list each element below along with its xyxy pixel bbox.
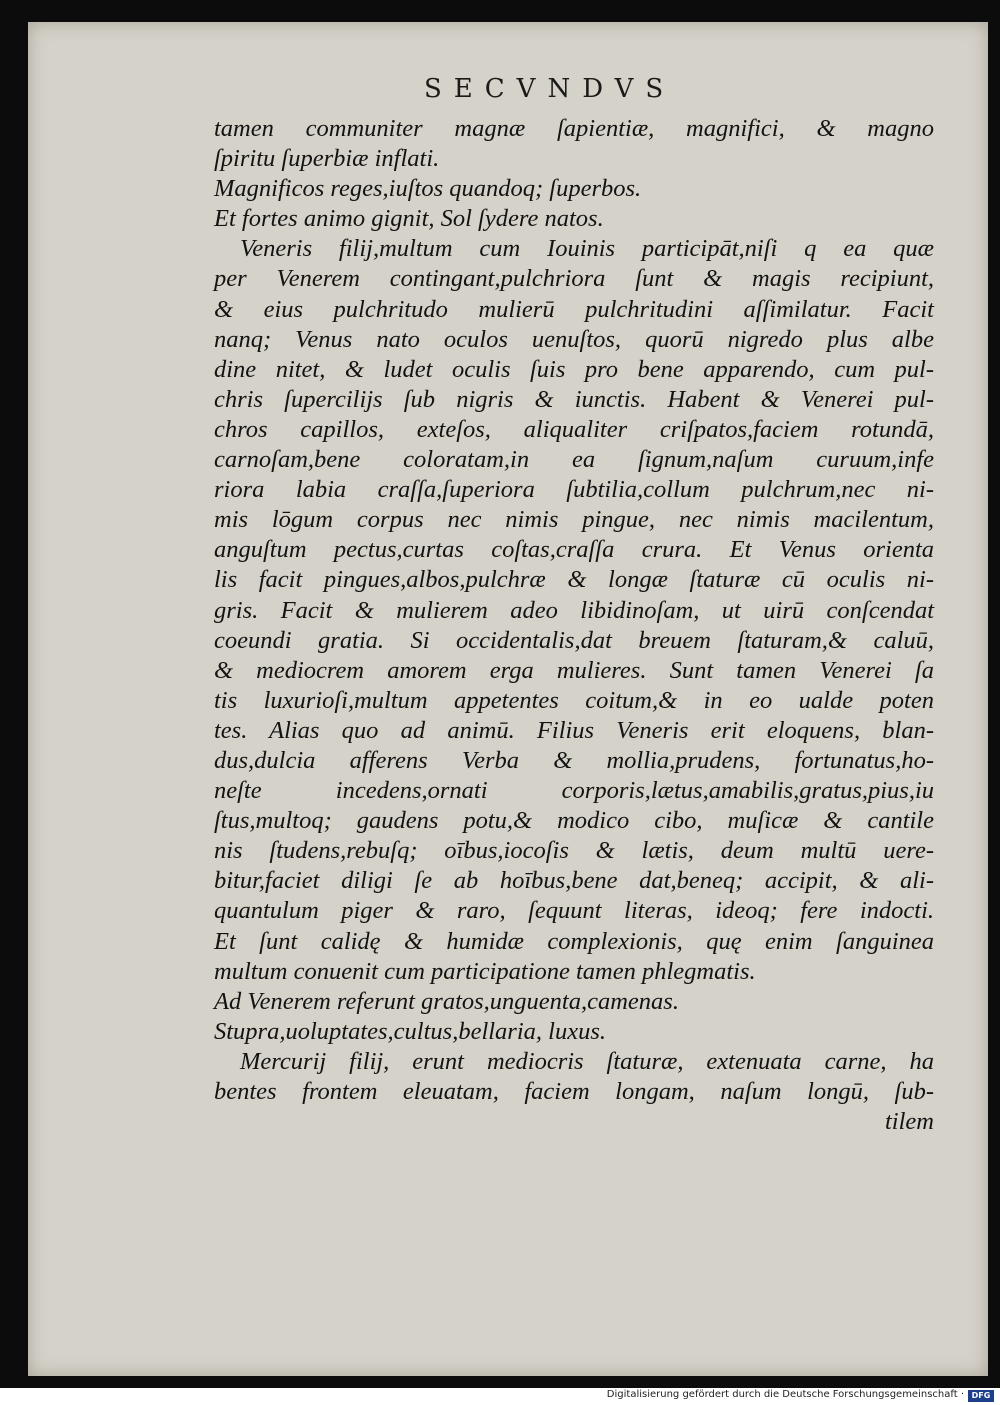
text-line: gris. Facit & mulierem adeo libidinoſam, ut uirū conſcendat [214, 596, 934, 624]
book-page [28, 22, 988, 1376]
text-line: bitur,faciet diligi ſe ab hoībus,bene dat,beneq; accipit, & ali- [214, 867, 934, 895]
digitization-footer [0, 1388, 1000, 1405]
text-line: ſtus,multoq; gaudens potu,& modico cibo, muſicæ & cantile [214, 807, 934, 835]
text-line: tes. Alias quo ad animū. Filius Veneris erit eloquens, blan- [214, 716, 934, 744]
text-line: dine nitet, & ludet oculis ſuis pro bene apparendo, cum pul- [214, 355, 934, 383]
text-line: quantulum piger & raro, ſequunt literas, ideoq; fere indocti. [214, 897, 934, 925]
text-line: anguſtum pectus,curtas coſtas,craſſa crura. Et Venus orienta [214, 536, 934, 564]
paragraph-start-line: Mercurij filij, erunt mediocris ſtaturæ, extenuata carne, ha [240, 1047, 934, 1075]
footer-credit: Digitalisierung gefördert durch die Deutsche Forschungsgemeinschaft · [606, 1389, 964, 1400]
verse-line: Magnificos reges,iuſtos quandoq; ſuperbos. [214, 175, 642, 203]
text-line: nanq; Venus nato oculos uenuſtos, quorū nigredo plus albe [214, 325, 934, 353]
text-line: & eius pulchritudo mulierū pulchritudini aſſimilatur. Facit [214, 295, 934, 323]
text-line: & mediocrem amorem erga mulieres. Sunt tamen Venerei ſa [214, 656, 934, 684]
verse-line: Et fortes animo gignit, Sol ſydere natos. [214, 205, 604, 233]
running-head: SECVNDVS [424, 74, 676, 104]
text-line: chros capillos, exteſos, aliqualiter criſpatos,faciem rotundā, [214, 415, 934, 443]
text-line: riora labia craſſa,ſuperiora ſubtilia,collum pulchrum,nec ni- [214, 476, 934, 504]
text-line: multum conuenit cum participatione tamen phlegmatis. [214, 957, 756, 985]
text-line: chris ſupercilijs ſub nigris & iunctis. Habent & Venerei pul- [214, 385, 934, 413]
dfg-logo: DFG [968, 1390, 994, 1402]
text-line: ſpiritu ſuperbiæ inflati. [214, 145, 440, 173]
paragraph-start-line: Veneris filij,multum cum Iouinis participāt,niſi q ea quæ [240, 235, 934, 263]
text-line: coeundi gratia. Si occidentalis,dat breuem ſtaturam,& caluū, [214, 626, 934, 654]
text-line: lis facit pingues,albos,pulchræ & longæ ſtaturæ cū oculis ni- [214, 566, 934, 594]
verse-line: Stupra,uoluptates,cultus,bellaria, luxus. [214, 1017, 606, 1045]
text-line: dus,dulcia afferens Verba & mollia,prudens, fortunatus,ho- [214, 746, 934, 774]
catchword: tilem [885, 1108, 934, 1136]
text-line: Et ſunt calidę & humidæ complexionis, quę enim ſanguinea [214, 927, 934, 955]
text-line: tis luxurioſi,multum appetentes coitum,& in eo ualde poten [214, 686, 934, 714]
text-line: neſte incedens,ornati corporis,lætus,amabilis,gratus,pius,iu [214, 777, 934, 805]
text-line: mis lōgum corpus nec nimis pingue, nec nimis macilentum, [214, 506, 934, 534]
text-line: carnoſam,bene coloratam,in ea ſignum,naſum curuum,infe [214, 446, 934, 474]
text-line: per Venerem contingant,pulchriora ſunt & magis recipiunt, [214, 265, 934, 293]
verse-line: Ad Venerem referunt gratos,unguenta,camenas. [214, 987, 679, 1015]
text-line: tamen communiter magnæ ſapientiæ, magnifici, & magno [214, 115, 934, 142]
text-block [214, 114, 934, 1137]
text-line: bentes frontem eleuatam, faciem longam, naſum longū, ſub- [214, 1078, 934, 1105]
text-line: nis ſtudens,rebuſq; oībus,iocoſis & lætis, deum multū uere- [214, 837, 934, 865]
